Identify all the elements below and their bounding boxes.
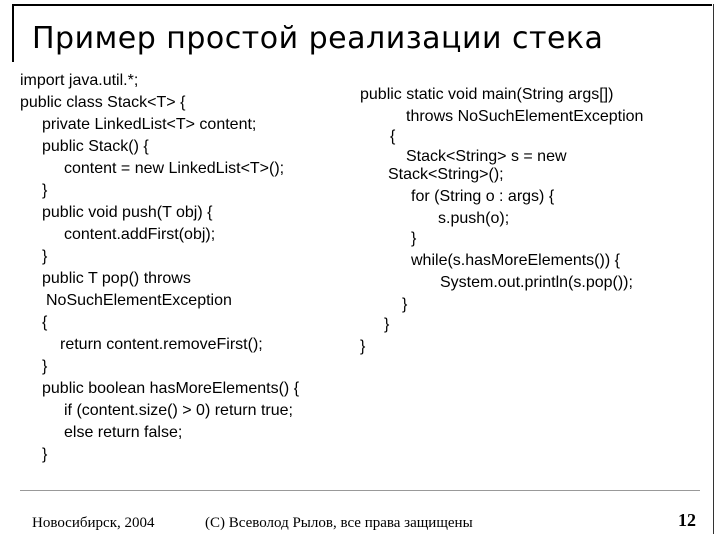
code-line: } — [384, 316, 390, 333]
code-line: } — [42, 182, 48, 199]
code-line: public void push(T obj) { — [42, 204, 213, 221]
code-line: else return false; — [64, 424, 183, 441]
code-line: while(s.hasMoreElements()) { — [411, 252, 620, 269]
code-line: for (String o : args) { — [411, 188, 555, 205]
frame-top-line — [12, 4, 712, 6]
code-line: public Stack() { — [42, 138, 149, 155]
code-line: } — [42, 446, 48, 463]
code-line: Stack<String>(); — [388, 166, 504, 183]
code-line: import java.util.*; — [20, 72, 139, 89]
code-line: } — [42, 358, 48, 375]
code-line: NoSuchElementException — [46, 292, 232, 309]
code-line: public boolean hasMoreElements() { — [42, 380, 300, 397]
code-line: throws NoSuchElementException — [406, 108, 644, 125]
code-line: content = new LinkedList<T>(); — [64, 160, 285, 177]
code-line: } — [42, 248, 48, 265]
code-line: System.out.println(s.pop()); — [440, 274, 633, 291]
code-line: } — [411, 230, 417, 247]
footer-location-year: Новосибирск, 2004 — [32, 515, 155, 531]
footer-copyright: (C) Всеволод Рылов, все права защищены — [205, 515, 473, 531]
code-line: s.push(o); — [438, 210, 510, 227]
frame-right-line — [713, 4, 714, 534]
footer-divider — [20, 490, 700, 491]
code-line: if (content.size() > 0) return true; — [64, 402, 293, 419]
code-line: { — [390, 128, 396, 145]
code-line: Stack<String> s = new — [406, 148, 567, 165]
code-line: private LinkedList<T> content; — [42, 116, 257, 133]
page-number: 12 — [678, 510, 696, 530]
frame-left-line — [12, 4, 14, 62]
code-line: } — [360, 338, 366, 355]
code-line: public T pop() throws — [42, 270, 191, 287]
code-line: } — [402, 296, 408, 313]
code-line: public class Stack<T> { — [20, 94, 186, 111]
code-line: content.addFirst(obj); — [64, 226, 216, 243]
slide-title: Пример простой реализации стека — [32, 21, 604, 56]
code-line: { — [42, 314, 48, 331]
code-line: public static void main(String args[]) — [360, 86, 614, 103]
code-line: return content.removeFirst(); — [60, 336, 263, 353]
